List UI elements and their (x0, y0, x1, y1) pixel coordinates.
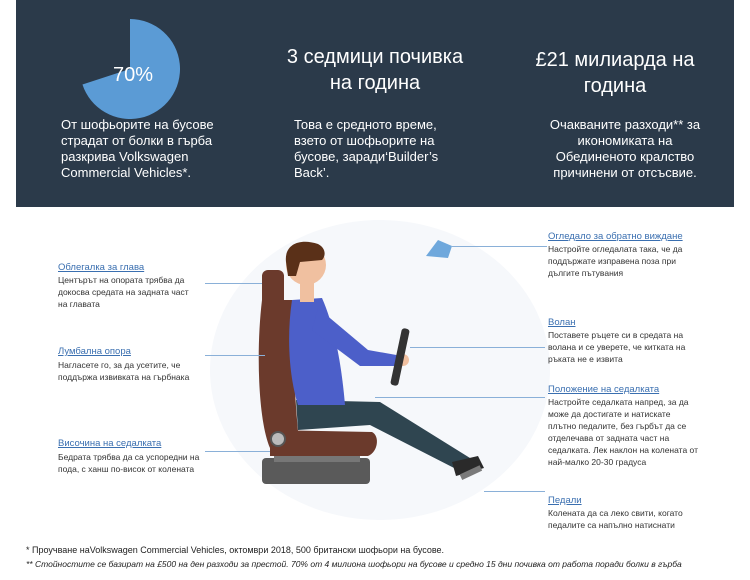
leader-seat-position (375, 397, 545, 398)
pie-value: 70% (113, 64, 154, 86)
annotation-pedals-text: Колената да са леко свити, когато педалите са напълно натиснати (548, 508, 683, 530)
annotation-lumbar-title: Лумбална опора (58, 346, 131, 357)
seat-cushion (270, 430, 377, 456)
leader-wheel (410, 347, 545, 348)
annotation-seat-height-text: Бедрата трябва да са успоредни на пода, с ханш по-висок от колената (58, 452, 200, 474)
leader-headrest (205, 283, 262, 284)
stat-3-text: Очакваните разходи** за икономиката на Обединеното кралство причинени от отсъсвие. (549, 117, 701, 180)
stat-2-text: Това е средното време, взето от шофьорите на бусове, заради‘Builder’s Back’. (294, 117, 439, 180)
leader-lumbar (205, 355, 265, 356)
annotation-wheel-title: Волан (548, 317, 576, 328)
annotation-wheel-text: Поставете ръцете си в средата на волана и се уверете, че китката на ръката не е извита (548, 330, 686, 364)
leader-seat-height (205, 451, 270, 452)
stat-2-title: 3 седмици почивка на година (286, 46, 464, 94)
footnote-1: * Проучване наVolkswagen Commercial Vehicles, октомври 2018, 500 британски шофьори на бусове. (26, 545, 445, 555)
annotation-headrest-title: Облегалка за глава (58, 262, 145, 273)
leader-mirror (452, 246, 547, 247)
headrest (262, 270, 284, 306)
footnote-2: ** Стойностите се базират на £500 на ден разходи за престой. 70% от 4 милиона шофьори на бусове и средно 15 дни почивка от работа поради болки в гърба (26, 559, 682, 569)
annotation-pedals-title: Педали (548, 495, 582, 506)
leader-pedals (484, 491, 545, 492)
annotation-seat-height-title: Височина на седалката (58, 438, 162, 449)
annotation-seat-position-text: Настройте седалката напред, за да може да достигате и натискате плътно педалите, без гърбът да се отделечава от задната част на седалката. Лек наклон на колената от най-малко 20-30 градуса (548, 397, 698, 467)
annotation-mirror-text: Настройте огледалата така, че да поддържате изправена поза при дългите пътувания (548, 244, 683, 278)
annotation-headrest-text: Центърът на опората трябва да докосва средата на задната част на главата (58, 275, 189, 309)
annotation-mirror-title: Огледало за обратно виждане (548, 231, 683, 242)
stat-3-title: £21 милиарда на година (535, 49, 695, 97)
annotation-seat-position-title: Положение на седалката (548, 384, 660, 395)
annotation-lumbar-text: Нагласете го, за да усетите, че поддържа извивката на гърбнака (58, 360, 190, 382)
stat-1-text: От шофьорите на бусове страдат от болки в гърба разкрива Volkswagen Commercial Vehicles*. (61, 117, 214, 180)
